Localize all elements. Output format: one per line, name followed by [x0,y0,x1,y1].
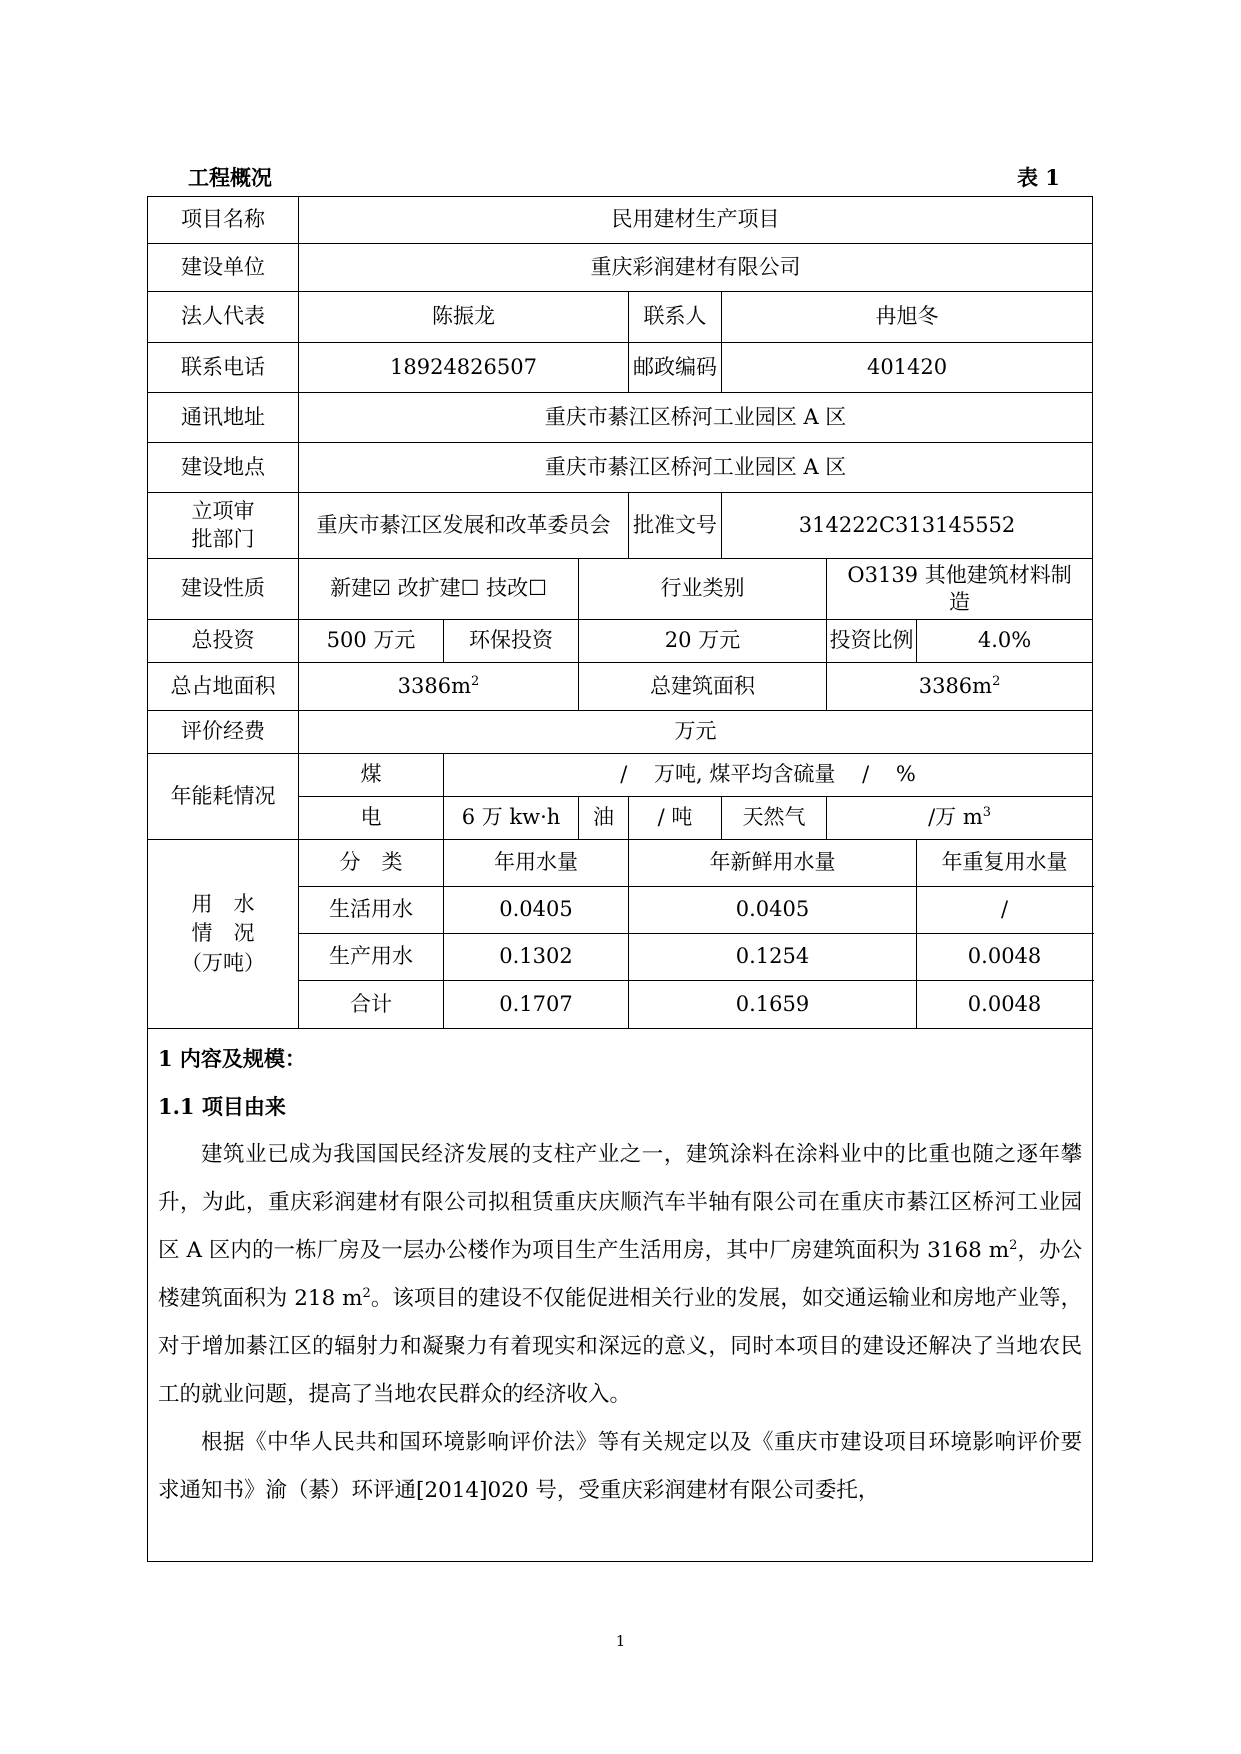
value-land-area-sup: 2 [471,673,480,689]
label-project-name: 项目名称 [148,197,299,244]
label-approval [148,493,299,559]
value-postcode: 401420 [722,343,1093,393]
label-contact: 联系人 [629,292,722,343]
value-phone: 18924826507 [299,343,629,393]
value-land-area [299,663,579,711]
water-cell: 0.0048 [917,934,1093,981]
label-legal-rep: 法人代表 [148,292,299,343]
content-cell [148,1029,1093,1562]
label-energy: 年能耗情况 [148,754,299,840]
paragraph-origin [158,1131,1082,1419]
sup-1: 2 [1009,1237,1018,1253]
label-env-investment: 环保投资 [444,620,579,663]
value-gas-sup: 3 [982,805,992,821]
value-oil: / 吨 [629,797,722,840]
heading-project-origin: 1.1 项目由来 [158,1094,286,1119]
label-electricity: 电 [299,797,444,840]
label-coal: 煤 [299,754,444,797]
value-land-area-text: 3386m [397,673,472,698]
label-approval-line2: 批部门 [191,526,255,551]
value-coal: / 万吨, 煤平均含硫量 / % [444,754,1093,797]
label-nature: 建设性质 [148,559,299,620]
label-land-area: 总占地面积 [148,663,299,711]
water-cell: 0.1254 [629,934,917,981]
water-cell: 0.1707 [444,981,629,1029]
page-number: 1 [615,1632,626,1650]
value-fee: 万元 [299,711,1093,754]
water-cell: 0.0405 [629,887,917,934]
water-header-fresh: 年新鲜用水量 [629,840,917,887]
section-title: 工程概况 [188,165,272,190]
label-oil: 油 [579,797,629,840]
label-site: 建设地点 [148,443,299,493]
value-contact: 冉旭冬 [722,292,1093,343]
sup-2: 2 [362,1285,371,1301]
value-unit: 重庆彩润建材有限公司 [299,244,1093,292]
value-build-area-sup: 2 [992,673,1001,689]
value-nature: 新建☑ 改扩建☐ 技改☐ [299,559,579,620]
label-water-line1: 用 水 [191,891,255,916]
table-number: 表 1 [1017,165,1060,190]
label-water-line3: （万吨） [181,950,265,975]
value-investment: 500 万元 [299,620,444,663]
label-approval-line1: 立项审 [191,499,255,524]
value-gas [827,797,1093,840]
value-build-area-text: 3386m [918,673,993,698]
paragraph-origin-part1: 建筑业已成为我国国民经济发展的支柱产业之一，建筑涂料在涂料业中的比重也随之逐年攀升，为此，重庆彩润建材有限公司拟租赁重庆庆顺汽车半轴有限公司在重庆市綦江区桥河工业园区 A 区内的一栋厂房及一层办公楼作为项目生产生活用房，其中厂房建筑面积为 3168 m [158,1142,1083,1263]
value-address: 重庆市綦江区桥河工业园区 A 区 [299,393,1093,443]
value-ratio: 4.0% [917,620,1093,663]
value-project-name: 民用建材生产项目 [299,197,1093,244]
value-build-area [827,663,1093,711]
value-gas-text: /万 m [928,805,983,830]
heading-content-scale: 1 内容及规模： [158,1046,306,1071]
label-investment: 总投资 [148,620,299,663]
label-phone: 联系电话 [148,343,299,393]
water-cell: 0.1659 [629,981,917,1029]
label-water [148,840,299,1029]
label-unit: 建设单位 [148,244,299,292]
label-ratio: 投资比例 [827,620,917,663]
water-header-annual: 年用水量 [444,840,629,887]
label-gas: 天然气 [722,797,827,840]
paragraph-origin-part3: 。该项目的建设不仅能促进相关行业的发展，如交通运输业和房地产业等，对于增加綦江区的辐射力和凝聚力有着现实和深远的意义，同时本项目的建设还解决了当地农民工的就业问题，提高了当地农民群众的经济收入。 [158,1286,1083,1407]
water-cell: 0.0405 [444,887,629,934]
value-industry-line2: 造 [949,590,971,614]
water-row-label: 生活用水 [299,887,444,934]
paragraph-origin-part2: ，办公楼建筑面积为 218 m [158,1238,1083,1311]
value-industry [827,559,1093,620]
label-industry: 行业类别 [579,559,827,620]
value-site: 重庆市綦江区桥河工业园区 A 区 [299,443,1093,493]
value-approval: 重庆市綦江区发展和改革委员会 [299,493,629,559]
label-address: 通讯地址 [148,393,299,443]
value-electricity: 6 万 kw·h [444,797,579,840]
water-row-label: 合计 [299,981,444,1029]
water-cell: 0.0048 [917,981,1093,1029]
label-postcode: 邮政编码 [629,343,722,393]
value-doc-number: 314222C313145552 [722,493,1093,559]
value-industry-line1: O3139 其他建筑材料制 [847,562,1072,587]
label-fee: 评价经费 [148,711,299,754]
water-cell: / [917,887,1093,934]
water-header-reuse: 年重复用水量 [917,840,1093,887]
value-legal-rep: 陈振龙 [299,292,629,343]
label-doc-number: 批准文号 [629,493,722,559]
paragraph-legal-basis: 根据《中华人民共和国环境影响评价法》等有关规定以及《重庆市建设项目环境影响评价要求通知书》渝（綦）环评通[2014]020 号，受重庆彩润建材有限公司委托， [158,1430,1083,1503]
project-overview-table [147,196,1093,1562]
water-header-category: 分 类 [299,840,444,887]
water-row-label: 生产用水 [299,934,444,981]
water-cell: 0.1302 [444,934,629,981]
label-water-line2: 情 况 [191,921,255,946]
label-build-area: 总建筑面积 [579,663,827,711]
value-env-investment: 20 万元 [579,620,827,663]
